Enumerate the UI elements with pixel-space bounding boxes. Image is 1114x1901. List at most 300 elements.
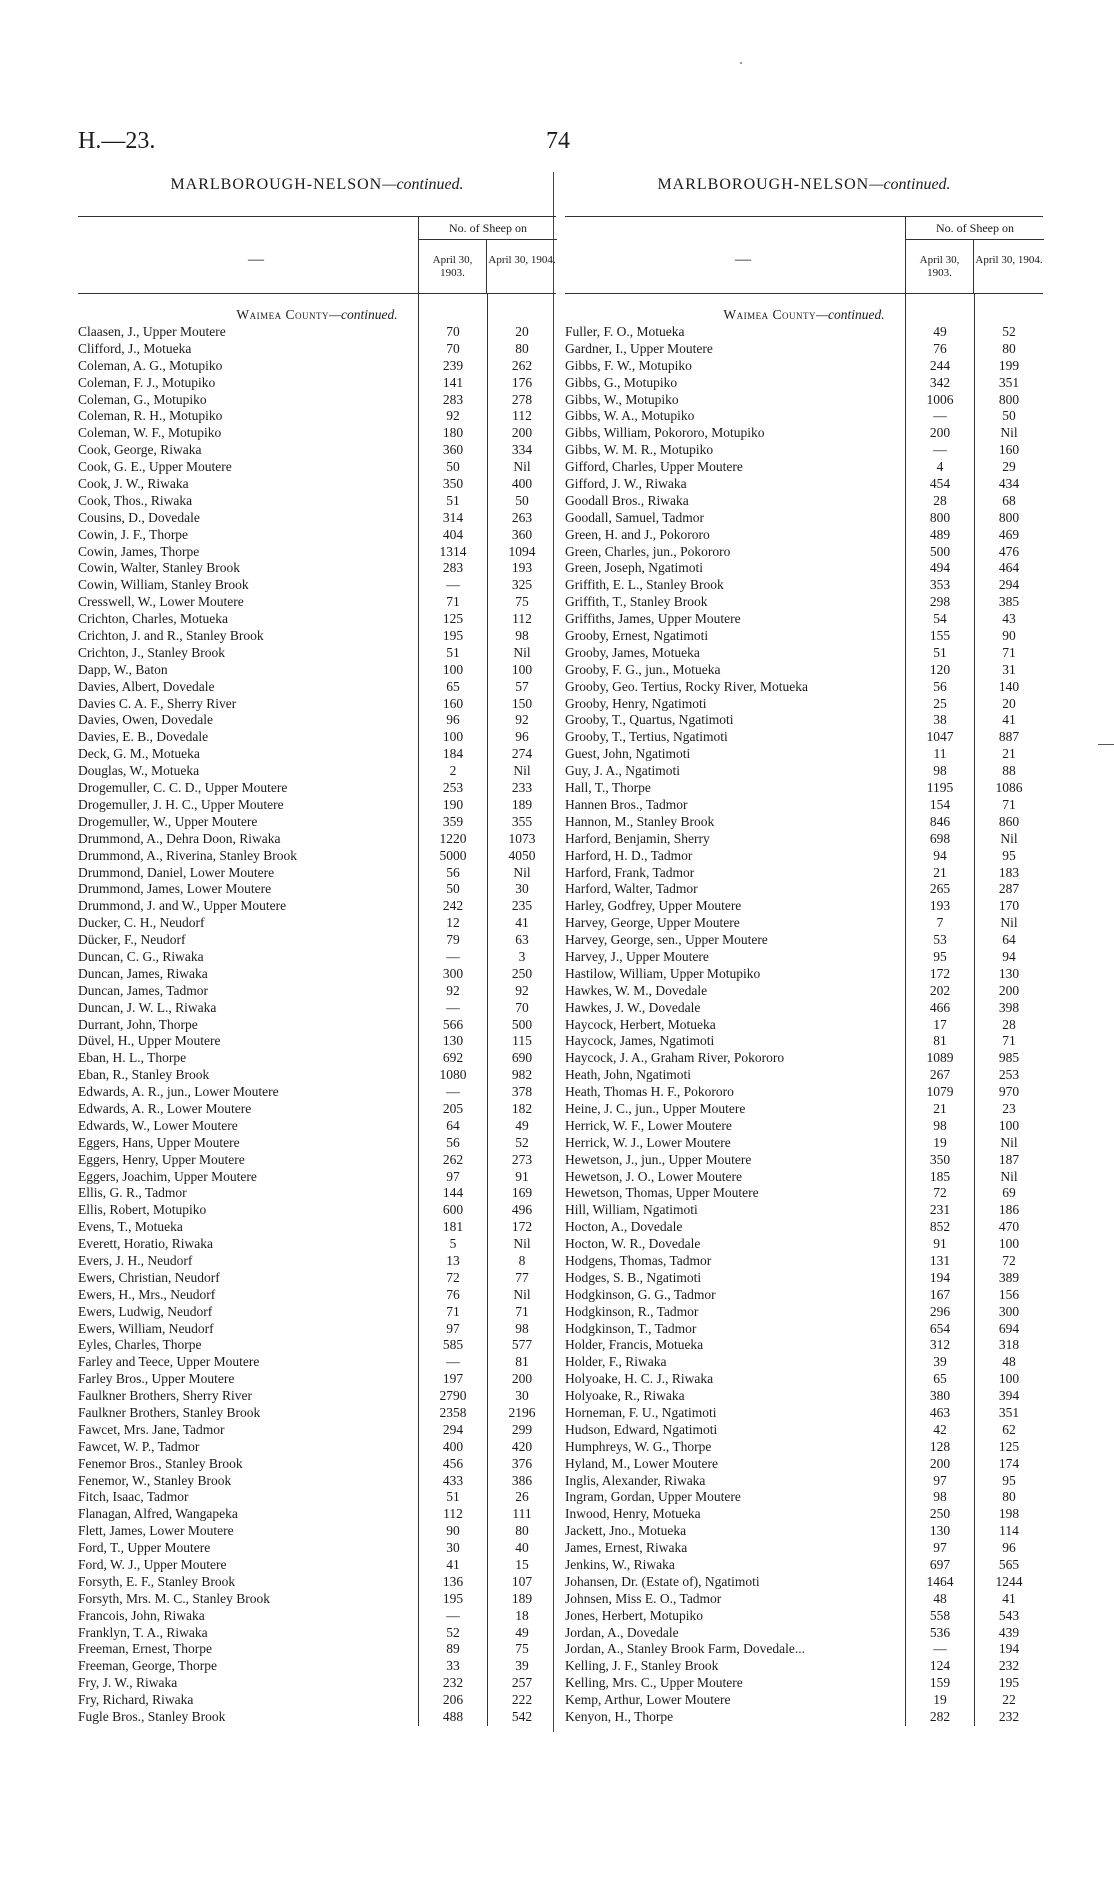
sheep-count-1903: 97 — [446, 1320, 460, 1336]
owner-name: Hall, T., Thorpe — [565, 780, 651, 796]
sheep-count-1904: 294 — [998, 577, 1020, 593]
owner-name: Hawkes, J. W., Dovedale — [565, 999, 701, 1015]
table-row — [78, 881, 556, 898]
owner-name: Goodall, Samuel, Tadmor — [565, 509, 705, 525]
table-row — [565, 1405, 1043, 1422]
left-column — [78, 172, 556, 1726]
table-row — [78, 1371, 556, 1388]
sheep-count-1904: 299 — [511, 1421, 533, 1437]
owner-name: Hewetson, J., jun., Upper Moutere — [565, 1151, 752, 1167]
sheep-count-1903: 30 — [446, 1540, 460, 1556]
sheep-count-1903: 239 — [442, 357, 464, 373]
sheep-count-1904: 48 — [1002, 1354, 1016, 1370]
table-row — [78, 1287, 556, 1304]
table-row — [565, 1304, 1043, 1321]
owner-name: Gibbs, William, Pokororo, Motupiko — [565, 425, 765, 441]
owner-name: Evers, J. H., Neudorf — [78, 1252, 193, 1268]
owner-name: Coleman, F. J., Motupiko — [78, 374, 216, 390]
table-row — [78, 594, 556, 611]
sheep-count-1903: 4 — [936, 459, 944, 475]
table-row — [565, 763, 1043, 780]
sheep-count-1904: 41 — [515, 915, 529, 931]
sheep-count-1903: 5000 — [439, 847, 467, 863]
sheep-count-1903: 56 — [933, 678, 947, 694]
table-row — [78, 1473, 556, 1490]
sheep-count-1903: 197 — [442, 1371, 464, 1387]
owner-name: Jackett, Jno., Motueka — [565, 1523, 687, 1539]
sheep-count-1904: 18 — [515, 1607, 529, 1623]
sheep-count-1904: 860 — [998, 813, 1020, 829]
table-row — [78, 1067, 556, 1084]
sheep-count-1904: 1073 — [508, 830, 536, 846]
section-heading — [78, 306, 556, 324]
sheep-count-1904: 40 — [515, 1540, 529, 1556]
table-row — [78, 1658, 556, 1675]
sheep-count-1903: 400 — [442, 1438, 464, 1454]
table-row — [78, 1506, 556, 1523]
sheep-count-1904: 200 — [998, 982, 1020, 998]
table-row — [78, 1641, 556, 1658]
sheep-count-1903: 585 — [442, 1337, 464, 1353]
owner-name: Gifford, Charles, Upper Moutere — [565, 459, 743, 475]
sheep-count-1903: 71 — [446, 1303, 460, 1319]
sheep-count-1903: 97 — [933, 1540, 947, 1556]
table-row — [565, 510, 1043, 527]
owner-name: Cowin, William, Stanley Brook — [78, 577, 249, 593]
table-row — [565, 1422, 1043, 1439]
table-row — [565, 966, 1043, 983]
table-row — [565, 712, 1043, 729]
sheep-count-1903: 1314 — [439, 543, 467, 559]
table-row — [78, 442, 556, 459]
sheep-count-1904: 63 — [515, 932, 529, 948]
owner-name: Deck, G. M., Motueka — [78, 746, 200, 762]
sheep-count-1904: 80 — [515, 1523, 529, 1539]
owner-name: Gibbs, F. W., Motupiko — [565, 357, 692, 373]
sheep-count-1903: 195 — [442, 628, 464, 644]
right-column — [565, 172, 1043, 1726]
owner-name: Cook, George, Riwaka — [78, 442, 202, 458]
sheep-count-1904: 232 — [998, 1658, 1020, 1674]
sheep-count-1903: 2 — [449, 763, 457, 779]
owner-name: Edwards, A. R., Lower Moutere — [78, 1100, 252, 1116]
sheep-count-1903: 100 — [442, 661, 464, 677]
table-row — [78, 1574, 556, 1591]
sheep-count-1904: 70 — [515, 999, 529, 1015]
owner-name: Grooby, Geo. Tertius, Rocky River, Motueka — [565, 678, 808, 694]
sheep-count-1903: 100 — [442, 729, 464, 745]
sheep-count-1903: 1195 — [926, 780, 954, 796]
sheep-count-1903: 353 — [929, 577, 951, 593]
owner-name: Cowin, James, Thorpe — [78, 543, 200, 559]
owner-name: Griffiths, James, Upper Moutere — [565, 611, 741, 627]
table-row — [565, 1608, 1043, 1625]
sheep-count-1904: 376 — [511, 1455, 533, 1471]
sheep-count-1904: 439 — [998, 1624, 1020, 1640]
sheep-count-1904: 81 — [515, 1354, 529, 1370]
header-1903: April 30, 1903. — [419, 239, 487, 293]
table-row — [565, 949, 1043, 966]
sheep-count-1903: 76 — [446, 1286, 460, 1302]
sheep-count-1904: 1094 — [508, 543, 536, 559]
sheep-count-1904: 23 — [1002, 1100, 1016, 1116]
table-row — [565, 1709, 1043, 1726]
owner-name: Coleman, A. G., Motupiko — [78, 357, 223, 373]
name-column-header: — — [248, 251, 264, 268]
table-row — [78, 358, 556, 375]
table-row — [78, 1152, 556, 1169]
owner-name: Grooby, T., Tertius, Ngatimoti — [565, 729, 728, 745]
sheep-count-1904: 115 — [512, 1033, 532, 1049]
table-row — [78, 1608, 556, 1625]
sheep-count-1904: 351 — [998, 1405, 1020, 1420]
sheep-count-1903: 64 — [446, 1117, 460, 1133]
owner-name: Harley, Godfrey, Upper Moutere — [565, 898, 742, 914]
owner-name: Davies, Albert, Dovedale — [78, 678, 215, 694]
owner-name: Freeman, Ernest, Thorpe — [78, 1641, 212, 1657]
owner-name: Horneman, F. U., Ngatimoti — [565, 1405, 717, 1420]
table-row — [565, 932, 1043, 949]
sheep-count-1903: 13 — [446, 1252, 460, 1268]
table-row — [565, 1118, 1043, 1135]
owner-name: Haycock, Herbert, Motueka — [565, 1016, 716, 1032]
sheep-count-1904: 107 — [511, 1573, 533, 1589]
sheep-count-1903: 21 — [933, 1100, 947, 1116]
table-row — [78, 1388, 556, 1405]
sheep-count-1903: 350 — [442, 476, 464, 492]
sheep-count-1903: 89 — [446, 1641, 460, 1657]
table-row — [565, 324, 1043, 341]
owner-name: Ewers, William, Neudorf — [78, 1320, 214, 1336]
table-row — [78, 392, 556, 409]
sheep-count-1903: 342 — [929, 374, 951, 390]
sheep-count-1904: 198 — [998, 1506, 1020, 1522]
table-row — [565, 341, 1043, 358]
table-row — [78, 1033, 556, 1050]
table-row — [78, 1625, 556, 1642]
row-list — [565, 324, 1043, 1726]
table-row — [565, 611, 1043, 628]
owner-name: Holder, Francis, Motueka — [565, 1337, 704, 1353]
sheep-count-1903: 141 — [442, 374, 464, 390]
sheep-count-1904: 195 — [998, 1675, 1020, 1691]
sheep-count-1904: 72 — [1002, 1252, 1016, 1268]
sheep-count-1904: 125 — [998, 1438, 1020, 1454]
table-row — [78, 932, 556, 949]
owner-name: Davies C. A. F., Sherry River — [78, 695, 237, 711]
owner-name: Heath, Thomas H. F., Pokororo — [565, 1084, 734, 1100]
sheep-count-1903: 136 — [442, 1573, 464, 1589]
sheep-count-1904: 300 — [998, 1303, 1020, 1319]
sheep-count-1903: 50 — [446, 459, 460, 475]
sheep-count-1904: 49 — [515, 1117, 529, 1133]
owner-name: Cook, G. E., Upper Moutere — [78, 459, 232, 475]
owner-name: Hawkes, W. M., Dovedale — [565, 982, 708, 998]
sheep-count-1904: 100 — [998, 1371, 1020, 1387]
table-row — [78, 729, 556, 746]
sheep-count-1903: 852 — [929, 1219, 951, 1235]
column-title — [78, 172, 556, 202]
owner-name: Haycock, J. A., Graham River, Pokororo — [565, 1050, 785, 1066]
sheep-count-1904: 542 — [511, 1709, 533, 1725]
owner-name: Drummond, Daniel, Lower Moutere — [78, 864, 275, 880]
owner-name: Harvey, George, Upper Moutere — [565, 915, 740, 931]
sheep-count-1903: 120 — [929, 661, 951, 677]
table-body — [78, 306, 556, 1726]
table-row — [565, 476, 1043, 493]
sheep-count-1904: 92 — [515, 982, 529, 998]
sheep-count-1904: 8 — [518, 1252, 526, 1268]
sheep-count-1903: 19 — [933, 1134, 947, 1150]
sheep-count-1904: 193 — [511, 560, 533, 576]
owner-name: Fry, J. W., Riwaka — [78, 1675, 178, 1691]
table-row — [565, 1354, 1043, 1371]
sheep-count-1903: 19 — [933, 1692, 947, 1708]
sheep-count-1903: — — [446, 577, 460, 593]
owner-name: Davies, E. B., Dovedale — [78, 729, 209, 745]
sheep-count-1903: 231 — [929, 1202, 951, 1218]
table-row — [565, 408, 1043, 425]
sheep-count-1903: — — [446, 1084, 460, 1100]
owner-name: Drogemuller, W., Upper Moutere — [78, 813, 258, 829]
owner-name: Crichton, J., Stanley Brook — [78, 644, 225, 660]
table-row — [78, 814, 556, 831]
owner-name: Fugle Bros., Stanley Brook — [78, 1709, 226, 1725]
table-row — [78, 341, 556, 358]
table-row — [78, 746, 556, 763]
owner-name: Hastilow, William, Upper Motupiko — [565, 965, 761, 981]
owner-name: Holyoake, H. C. J., Riwaka — [565, 1371, 714, 1387]
sheep-count-1903: 11 — [933, 746, 947, 762]
sheep-count-1903: 300 — [442, 965, 464, 981]
owner-name: Gibbs, G., Motupiko — [565, 374, 678, 390]
column-title-main: MARLBOROUGH-NELSON — [170, 176, 383, 193]
table-row — [565, 392, 1043, 409]
sheep-count-1903: 283 — [442, 391, 464, 407]
sheep-count-1903: 98 — [933, 763, 947, 779]
sheep-count-1904: 75 — [515, 594, 529, 610]
sheep-count-1903: 262 — [442, 1151, 464, 1167]
owner-name: James, Ernest, Riwaka — [565, 1540, 688, 1556]
sheep-count-1903: 536 — [929, 1624, 951, 1640]
sheep-count-1904: Nil — [513, 864, 531, 880]
owner-name: Cook, Thos., Riwaka — [78, 492, 193, 508]
sheep-count-1904: 476 — [998, 543, 1020, 559]
table-row — [78, 696, 556, 713]
sheep-count-1903: 49 — [933, 324, 947, 339]
table-row — [78, 763, 556, 780]
paper-speck — [740, 62, 742, 64]
sheep-count-1903: 17 — [933, 1016, 947, 1032]
sheep-count-1904: Nil — [1000, 830, 1018, 846]
owner-name: Freeman, George, Thorpe — [78, 1658, 217, 1674]
sheep-count-1904: 91 — [515, 1168, 529, 1184]
sheep-count-1903: 360 — [442, 442, 464, 458]
owner-name: Ellis, G. R., Tadmor — [78, 1185, 187, 1201]
table-row — [78, 712, 556, 729]
sheep-count-1903: 144 — [442, 1185, 464, 1201]
table-row — [565, 898, 1043, 915]
sheep-count-1903: 72 — [933, 1185, 947, 1201]
owner-name: Grooby, T., Quartus, Ngatimoti — [565, 712, 734, 728]
owner-name: Faulkner Brothers, Sherry River — [78, 1388, 252, 1404]
table-row — [78, 1354, 556, 1371]
owner-name: Evens, T., Motueka — [78, 1219, 183, 1235]
owner-name: Harford, H. D., Tadmor — [565, 847, 693, 863]
sheep-count-1903: 294 — [442, 1421, 464, 1437]
owner-name: Eggers, Henry, Upper Moutere — [78, 1151, 245, 1167]
sheep-count-1904: 43 — [1002, 611, 1016, 627]
owner-name: Grooby, Henry, Ngatimoti — [565, 695, 707, 711]
table-row — [78, 662, 556, 679]
sheep-count-1904: 71 — [1002, 644, 1016, 660]
table-row — [78, 1101, 556, 1118]
table-row — [565, 1135, 1043, 1152]
table-row — [78, 797, 556, 814]
sheep-count-1904: 71 — [1002, 1033, 1016, 1049]
sheep-count-1904: 690 — [511, 1050, 533, 1066]
sheep-count-1904: 176 — [511, 374, 533, 390]
sheep-count-1903: 267 — [929, 1067, 951, 1083]
table-row — [565, 645, 1043, 662]
sheep-count-1903: 98 — [933, 1117, 947, 1133]
owner-name: Harford, Frank, Tadmor — [565, 864, 695, 880]
sheep-count-1904: Nil — [1000, 1134, 1018, 1150]
table-row — [565, 696, 1043, 713]
sheep-count-1903: 283 — [442, 560, 464, 576]
sheep-count-1904: 41 — [1002, 1590, 1016, 1606]
owner-name: Düvel, H., Upper Moutere — [78, 1033, 221, 1049]
sheep-count-1903: 172 — [929, 965, 951, 981]
table-row — [565, 594, 1043, 611]
table-row — [78, 1523, 556, 1540]
owner-name: Drogemuller, J. H. C., Upper Moutere — [78, 796, 284, 812]
table-row — [78, 1169, 556, 1186]
owner-name: Edwards, A. R., jun., Lower Moutere — [78, 1084, 279, 1100]
owner-name: Duncan, C. G., Riwaka — [78, 948, 204, 964]
owner-name: Fawcet, Mrs. Jane, Tadmor — [78, 1421, 225, 1437]
sheep-count-1903: 90 — [446, 1523, 460, 1539]
sheep-count-1903: 41 — [446, 1557, 460, 1573]
sheep-count-1904: 26 — [515, 1489, 529, 1505]
sheep-count-1903: 92 — [446, 982, 460, 998]
owner-name: Fenemor Bros., Stanley Brook — [78, 1455, 243, 1471]
sheep-count-1904: 434 — [998, 476, 1020, 492]
sheep-count-1904: 325 — [511, 577, 533, 593]
sheep-count-1903: 466 — [929, 999, 951, 1015]
sheep-count-1904: 57 — [515, 678, 529, 694]
sheep-count-1904: 98 — [515, 628, 529, 644]
sheep-count-1904: 355 — [511, 813, 533, 829]
owner-name: Humphreys, W. G., Thorpe — [565, 1438, 712, 1454]
sheep-count-1904: 182 — [511, 1100, 533, 1116]
owner-name: Dücker, F., Neudorf — [78, 932, 186, 948]
sheep-count-1904: 111 — [512, 1506, 532, 1522]
table-row — [565, 1101, 1043, 1118]
sheep-count-1903: 98 — [933, 1489, 947, 1505]
sheep-count-1903: 51 — [446, 1489, 460, 1505]
table-row — [565, 780, 1043, 797]
table-row — [78, 1270, 556, 1287]
owner-name: Hewetson, Thomas, Upper Moutere — [565, 1185, 759, 1201]
sheep-count-1903: 131 — [929, 1252, 951, 1268]
sheep-count-1903: 91 — [933, 1236, 947, 1252]
sheep-count-1904: Nil — [513, 459, 531, 475]
sheep-count-1903: 130 — [929, 1523, 951, 1539]
sheep-count-1904: 50 — [515, 492, 529, 508]
owner-name: Claasen, J., Upper Moutere — [78, 324, 226, 339]
sheep-count-1904: 112 — [512, 611, 532, 627]
sheep-count-1903: 359 — [442, 813, 464, 829]
table-row — [565, 1489, 1043, 1506]
table-row — [565, 1236, 1043, 1253]
sheep-count-1903: 244 — [929, 357, 951, 373]
owner-name: Drogemuller, C. C. D., Upper Moutere — [78, 780, 288, 796]
sheep-count-1903: 125 — [442, 611, 464, 627]
sheep-count-1903: 21 — [933, 864, 947, 880]
sheep-count-1903: 70 — [446, 324, 460, 339]
table-row — [565, 1219, 1043, 1236]
sheep-count-1903: 500 — [929, 543, 951, 559]
sheep-count-1904: 95 — [1002, 1472, 1016, 1488]
table-row — [565, 1337, 1043, 1354]
owner-name: Jones, Herbert, Motupiko — [565, 1607, 703, 1623]
sheep-count-1903: 200 — [929, 425, 951, 441]
sheep-count-1903: 265 — [929, 881, 951, 897]
table-row — [565, 425, 1043, 442]
table-row — [565, 1692, 1043, 1709]
owner-name: Cowin, J. F., Thorpe — [78, 526, 189, 542]
owner-name: Everett, Horatio, Riwaka — [78, 1236, 213, 1252]
owner-name: Forsyth, Mrs. M. C., Stanley Brook — [78, 1590, 271, 1606]
sheep-count-1903: — — [446, 1354, 460, 1370]
owner-name: Douglas, W., Motueka — [78, 763, 200, 779]
sheep-count-1904: 420 — [511, 1438, 533, 1454]
table-row — [78, 1017, 556, 1034]
owner-name: Faulkner Brothers, Stanley Brook — [78, 1405, 261, 1420]
sheep-count-1903: 692 — [442, 1050, 464, 1066]
sheep-count-1904: 15 — [515, 1557, 529, 1573]
table-row — [78, 1321, 556, 1338]
sheep-count-1904: Nil — [513, 644, 531, 660]
sheep-count-1903: 159 — [929, 1675, 951, 1691]
table-row — [78, 1709, 556, 1726]
owner-name: Ewers, Ludwig, Neudorf — [78, 1303, 213, 1319]
owner-name: Harvey, J., Upper Moutere — [565, 948, 709, 964]
table-row — [78, 645, 556, 662]
sheep-count-1903: 56 — [446, 1134, 460, 1150]
sheep-count-1903: 95 — [933, 948, 947, 964]
sheep-count-1904: 186 — [998, 1202, 1020, 1218]
sheep-count-1903: 380 — [929, 1388, 951, 1404]
sheep-count-1904: 92 — [515, 712, 529, 728]
owner-name: Ford, T., Upper Moutere — [78, 1540, 211, 1556]
sheep-count-1903: 190 — [442, 796, 464, 812]
table-row — [78, 510, 556, 527]
sheep-count-1904: 278 — [511, 391, 533, 407]
table-row — [78, 527, 556, 544]
table-row — [78, 611, 556, 628]
table-row — [78, 544, 556, 561]
owner-name: Jenkins, W., Riwaka — [565, 1557, 675, 1573]
sheep-count-1903: 600 — [442, 1202, 464, 1218]
column-title-suffix: —continued. — [869, 176, 951, 193]
sheep-count-1903: 2790 — [439, 1388, 467, 1404]
table-row — [565, 1506, 1043, 1523]
table-row — [565, 848, 1043, 865]
sheep-count-1904: 52 — [515, 1134, 529, 1150]
owner-name: Grooby, James, Motueka — [565, 644, 700, 660]
